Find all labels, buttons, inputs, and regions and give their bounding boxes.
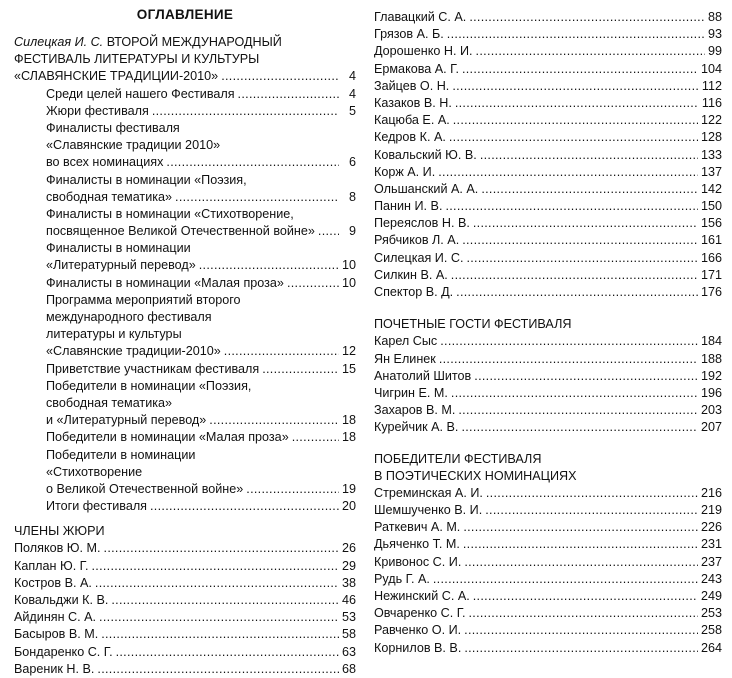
leader-dots: [318, 223, 339, 240]
page-number: 188: [700, 351, 722, 366]
toc-sub-item-line: Программа мероприятий второго: [46, 292, 241, 307]
leader-dots: [462, 232, 698, 249]
page-number: 9: [348, 224, 356, 239]
page-number: 38: [341, 575, 356, 590]
page-number: 20: [341, 499, 356, 514]
page-number: 4: [348, 86, 356, 101]
jury-continued-list: [374, 9, 722, 301]
leader-dots: [473, 215, 698, 232]
jury-entry-text: Рябчиков Л. А.: [374, 233, 460, 248]
jury-entry-text: Ковальджи К. В.: [14, 593, 109, 607]
toc-sub-item-line: Финалисты фестиваля: [46, 120, 180, 135]
toc-sub-item-entry[interactable]: [46, 103, 356, 120]
page-number: 18: [341, 430, 356, 445]
jury-entry[interactable]: [14, 540, 356, 557]
leader-dots: [152, 103, 339, 120]
leader-dots: [439, 351, 698, 368]
winner-entry-text: Рудь Г. А.: [374, 571, 430, 586]
jury-entry-text: Поляков Ю. М.: [14, 541, 101, 556]
toc-heading: ОГЛАВЛЕНИЕ: [136, 7, 234, 22]
left-column: [14, 0, 356, 678]
page-number: 171: [700, 267, 722, 282]
toc-sub-item-line: Финалисты в номинации: [46, 241, 191, 256]
toc-sub-item-entry[interactable]: [46, 257, 356, 274]
main-article-title-line: ВТОРОЙ МЕЖДУНАРОДНЫЙ: [106, 35, 282, 49]
jury-entry[interactable]: [14, 592, 356, 609]
leader-dots: [175, 189, 339, 206]
page-number: 88: [707, 10, 722, 24]
leader-dots: [469, 9, 705, 26]
page-number: 253: [700, 606, 722, 621]
leader-dots: [458, 402, 698, 419]
page-number: 142: [700, 181, 722, 196]
page-number: 12: [341, 344, 356, 359]
toc-sub-item-entry[interactable]: [46, 361, 356, 378]
toc-sub-item-line: литературы и культуры: [46, 327, 182, 342]
leader-dots: [116, 644, 339, 661]
leader-dots: [481, 181, 698, 198]
page-number: 19: [341, 481, 356, 496]
jury-entry-text: Ольшанский А. А.: [374, 181, 479, 196]
jury-entry[interactable]: [14, 575, 356, 592]
jury-entry[interactable]: [14, 558, 356, 575]
leader-dots: [474, 368, 698, 385]
toc-sub-item: [14, 206, 356, 240]
toc-sub-item-entry[interactable]: [46, 223, 356, 240]
winners-section-title: В ПОЭТИЧЕСКИХ НОМИНАЦИЯХ: [374, 468, 577, 483]
leader-dots: [466, 250, 698, 267]
leader-dots: [456, 284, 698, 301]
jury-entry-text: Кацюба Е. А.: [374, 113, 450, 128]
toc-sub-item-entry-text: во всех номинациях: [46, 155, 164, 170]
toc-sub-item-line: Победители в номинации «Поэзия,: [46, 378, 252, 393]
toc-sub-item: [14, 447, 356, 499]
winner-entry[interactable]: [374, 554, 722, 571]
jury-entry-text: Силкин В. А.: [374, 267, 448, 282]
leader-dots: [463, 536, 698, 553]
leader-dots: [150, 498, 339, 515]
page-number: 15: [341, 361, 356, 376]
page-number: 192: [700, 368, 722, 383]
page-number: 26: [341, 541, 356, 556]
leader-dots: [287, 275, 339, 292]
jury-entry[interactable]: [374, 112, 722, 129]
leader-dots: [97, 661, 339, 678]
guest-entry-text: Курейчик А. В.: [374, 420, 459, 435]
guest-entry-text: Ян Елинек: [374, 351, 436, 366]
jury-entry-text: Грязов А. Б.: [374, 27, 444, 42]
leader-dots: [464, 622, 698, 639]
jury-entry[interactable]: [374, 129, 722, 146]
toc-sub-item: [14, 103, 356, 120]
jury-entry-text: Ковальский Ю. В.: [374, 147, 477, 162]
page-number: 196: [700, 385, 722, 400]
toc-sub-item: [14, 275, 356, 292]
jury-entry-text: Костров В. А.: [14, 575, 92, 590]
jury-entry[interactable]: [374, 198, 722, 215]
leader-dots: [104, 540, 339, 557]
page-number: 176: [700, 285, 722, 299]
leader-dots: [166, 154, 339, 171]
jury-entry[interactable]: [374, 78, 722, 95]
jury-entry[interactable]: [374, 250, 722, 267]
page-number: 231: [700, 537, 722, 552]
jury-entry[interactable]: [14, 661, 356, 678]
page-number: 18: [341, 413, 356, 428]
page-number: 4: [348, 69, 356, 84]
toc-sub-item: [14, 361, 356, 378]
page-number: 29: [341, 558, 356, 573]
page-number: 137: [700, 164, 722, 179]
page-number: 116: [701, 95, 722, 110]
page-number: 93: [707, 27, 722, 42]
jury-entry[interactable]: [374, 284, 722, 301]
leader-dots: [246, 481, 339, 498]
winner-entry[interactable]: [374, 536, 722, 553]
guest-entry[interactable]: [374, 368, 722, 385]
toc-sub-item: [14, 240, 356, 274]
jury-entry-text: Силецкая И. С.: [374, 250, 464, 265]
jury-entry[interactable]: [374, 164, 722, 181]
toc-sub-item-line: международного фестиваля: [46, 310, 212, 324]
toc-sub-item-entry-text: посвященное Великой Отечественной войне»: [46, 224, 315, 239]
page-number: 249: [700, 589, 722, 603]
page-number: 207: [700, 420, 722, 435]
toc-sub-item-entry[interactable]: [46, 154, 356, 171]
main-article-author: Силецкая И. С.: [14, 35, 104, 49]
winner-entry[interactable]: [374, 502, 722, 519]
toc-sub-item-line: «Стихотворение: [46, 464, 143, 479]
winner-entry[interactable]: [374, 519, 722, 536]
winner-entry-text: Равченко О. И.: [374, 623, 462, 638]
page-number: 46: [341, 593, 356, 607]
winner-entry-text: Овчаренко С. Г.: [374, 606, 466, 621]
leader-dots: [464, 640, 698, 657]
jury-entry-text: Ермакова А. Г.: [374, 61, 459, 76]
toc-sub-item: [14, 86, 356, 103]
jury-entry-text: Главацкий С. А.: [374, 10, 467, 24]
leader-dots: [440, 333, 698, 350]
leader-dots: [476, 43, 705, 60]
leader-dots: [461, 419, 698, 436]
winner-entry[interactable]: [374, 640, 722, 657]
leader-dots: [433, 571, 698, 588]
jury-entry-text: Корж А. И.: [374, 164, 436, 179]
leader-dots: [199, 257, 339, 274]
toc-sub-item-entry[interactable]: [46, 412, 356, 429]
page-number: 219: [700, 503, 722, 518]
toc-sub-item-line: Финалисты в номинации «Поэзия,: [46, 172, 247, 187]
page-number: 184: [700, 334, 722, 349]
guest-entry[interactable]: [374, 351, 722, 368]
winner-entry-text: Кривонос С. И.: [374, 554, 462, 569]
guest-entry[interactable]: [374, 402, 722, 419]
jury-entry[interactable]: [374, 267, 722, 284]
jury-entry[interactable]: [374, 215, 722, 232]
leader-dots: [486, 485, 698, 502]
leader-dots: [480, 147, 698, 164]
jury-entry[interactable]: [14, 609, 356, 626]
leader-dots: [221, 68, 339, 85]
winner-entry[interactable]: [374, 622, 722, 639]
leader-dots: [449, 129, 698, 146]
winner-entry-text: Шемшученко В. И.: [374, 503, 483, 518]
toc-sub-item: [14, 172, 356, 206]
guest-entry[interactable]: [374, 385, 722, 402]
jury-entry-text: Айдинян С. А.: [14, 610, 97, 625]
jury-entry-text: Спектор В. Д.: [374, 285, 454, 299]
main-article-title-line: «СЛАВЯНСКИЕ ТРАДИЦИИ-2010»: [14, 69, 219, 84]
leader-dots: [101, 626, 339, 643]
page-number: 226: [700, 520, 722, 535]
jury-entry[interactable]: [14, 626, 356, 643]
winners-list: [374, 485, 722, 657]
toc-sub-item-entry[interactable]: [46, 481, 356, 498]
page-number: 8: [348, 189, 356, 204]
page-number: 68: [341, 661, 356, 676]
jury-entry-text: Вареник Н. В.: [14, 661, 95, 676]
winner-entry[interactable]: [374, 485, 722, 502]
leader-dots: [445, 198, 698, 215]
page-number: 99: [707, 44, 722, 59]
winner-entry-text: Корнилов В. В.: [374, 640, 462, 655]
jury-entry-text: Басыров В. М.: [14, 627, 99, 642]
leader-dots: [451, 267, 698, 284]
leader-dots: [468, 605, 698, 622]
winner-entry-text: Стреминская А. И.: [374, 485, 483, 500]
jury-entry[interactable]: [374, 181, 722, 198]
winner-entry[interactable]: [374, 571, 722, 588]
jury-entry-text: Каплан Ю. Г.: [14, 558, 89, 573]
winner-entry-text: Раткевич А. М.: [374, 520, 461, 535]
toc-sub-item-entry-text: Победители в номинации «Малая проза»: [46, 430, 289, 445]
winner-entry-text: Нежинский С. А.: [374, 589, 470, 603]
page-number: 112: [701, 78, 722, 93]
leader-dots: [438, 164, 698, 181]
main-article-line: [14, 34, 356, 51]
leader-dots: [224, 343, 339, 360]
toc-sub-item-entry-text: и «Литературный перевод»: [46, 413, 207, 428]
guest-entry[interactable]: [374, 419, 722, 436]
jury-entry[interactable]: [374, 26, 722, 43]
toc-sub-item-line: свободная тематика»: [46, 395, 173, 410]
toc-sub-item-entry[interactable]: [46, 275, 356, 292]
page-number: 10: [341, 258, 356, 273]
toc-sub-item-entry-text: Приветствие участникам фестиваля: [46, 361, 260, 376]
winner-entry-text: Дьяченко Т. М.: [374, 537, 460, 552]
page-number: 156: [700, 216, 722, 231]
page-number: 122: [700, 113, 722, 128]
guest-entry[interactable]: [374, 333, 722, 350]
jury-entry[interactable]: [374, 95, 722, 112]
sub-items-list: [14, 86, 356, 516]
toc-sub-item-entry[interactable]: [46, 498, 356, 515]
leader-dots: [209, 412, 339, 429]
leader-dots: [99, 609, 339, 626]
leader-dots: [95, 575, 339, 592]
jury-entry[interactable]: [374, 9, 722, 26]
page-number: 58: [341, 627, 356, 642]
main-article-title-line: ФЕСТИВАЛЬ ЛИТЕРАТУРЫ И КУЛЬТУРЫ: [14, 52, 260, 67]
guests-section-title: ПОЧЕТНЫЕ ГОСТИ ФЕСТИВАЛЯ: [374, 317, 572, 332]
toc-sub-item: [14, 292, 356, 361]
page-number: 63: [341, 644, 356, 659]
page-number: 133: [700, 147, 722, 162]
guest-entry-text: Чигрин Е. М.: [374, 385, 448, 400]
page-number: 104: [700, 61, 722, 76]
jury-entry-text: Бондаренко С. Г.: [14, 644, 113, 659]
toc-sub-item: [14, 120, 356, 172]
leader-dots: [238, 86, 339, 103]
leader-dots: [91, 558, 339, 575]
page-number: 243: [700, 571, 722, 586]
toc-sub-item-entry[interactable]: [46, 343, 356, 360]
page-number: 161: [700, 233, 722, 248]
jury-entry[interactable]: [374, 61, 722, 78]
jury-entry-text: Панин И. В.: [374, 199, 443, 214]
jury-list: [14, 540, 356, 678]
leader-dots: [452, 78, 699, 95]
main-article-entry[interactable]: [14, 68, 356, 85]
jury-entry-text: Зайцев О. Н.: [374, 78, 450, 93]
page-number: 128: [700, 130, 722, 145]
page-number: 216: [700, 485, 722, 500]
page-number: 166: [700, 250, 722, 265]
page-number: 53: [341, 610, 356, 625]
leader-dots: [292, 429, 339, 446]
jury-entry[interactable]: [374, 43, 722, 60]
toc-sub-item-entry-text: о Великой Отечественной войне»: [46, 481, 244, 496]
toc-sub-item: [14, 378, 356, 430]
toc-sub-item-entry-text: «Литературный перевод»: [46, 258, 196, 273]
toc-sub-item-entry[interactable]: [46, 429, 356, 446]
guest-entry-text: Анатолий Шитов: [374, 368, 472, 383]
leader-dots: [111, 592, 339, 609]
toc-sub-item-entry[interactable]: [46, 189, 356, 206]
toc-sub-item-entry-text: Финалисты в номинации «Малая проза»: [46, 275, 284, 290]
page-number: 237: [700, 554, 722, 569]
guests-list: [374, 333, 722, 436]
page-number: 10: [341, 275, 356, 290]
toc-sub-item-line: Финалисты в номинации «Стихотворение,: [46, 206, 294, 221]
toc-sub-item: [14, 429, 356, 446]
leader-dots: [464, 554, 698, 571]
toc-sub-item: [14, 498, 356, 515]
toc-sub-item-line: «Славянские традиции 2010»: [46, 138, 221, 153]
page-number: 258: [700, 623, 722, 638]
right-column: [374, 0, 722, 657]
jury-section-title: ЧЛЕНЫ ЖЮРИ: [14, 524, 105, 539]
winners-section-title: ПОБЕДИТЕЛИ ФЕСТИВАЛЯ: [374, 451, 542, 466]
toc-sub-item-entry[interactable]: [46, 86, 356, 103]
winner-entry[interactable]: [374, 605, 722, 622]
leader-dots: [485, 502, 698, 519]
toc-sub-item-entry-text: «Славянские традиции-2010»: [46, 344, 221, 359]
leader-dots: [262, 361, 339, 378]
toc-sub-item-entry-text: Среди целей нашего Фестиваля: [46, 86, 235, 101]
main-article: [14, 34, 356, 86]
jury-entry-text: Переяслов Н. В.: [374, 216, 470, 231]
jury-entry[interactable]: [374, 147, 722, 164]
leader-dots: [463, 519, 698, 536]
leader-dots: [447, 26, 705, 43]
page-number: 6: [348, 155, 356, 170]
toc-sub-item-entry-text: Итоги фестиваля: [46, 499, 147, 514]
guest-entry-text: Захаров В. М.: [374, 403, 456, 418]
jury-entry-text: Дорошенко Н. И.: [374, 44, 473, 59]
jury-entry-text: Казаков В. Н.: [374, 95, 452, 110]
winner-entry[interactable]: [374, 588, 722, 605]
toc-sub-item-entry-text: Жюри фестиваля: [46, 103, 149, 118]
guest-entry-text: Карел Сыс: [374, 334, 438, 349]
leader-dots: [462, 61, 698, 78]
page-number: 264: [700, 640, 722, 655]
toc-sub-item-line: Победители в номинации: [46, 447, 196, 462]
page-number: 203: [700, 403, 722, 418]
page-number: 5: [348, 103, 356, 118]
page-number: 150: [700, 199, 722, 214]
leader-dots: [455, 95, 699, 112]
jury-entry[interactable]: [374, 232, 722, 249]
leader-dots: [473, 588, 698, 605]
leader-dots: [451, 385, 698, 402]
jury-entry[interactable]: [14, 644, 356, 661]
jury-entry-text: Кедров К. А.: [374, 130, 446, 145]
leader-dots: [453, 112, 698, 129]
toc-sub-item-entry-text: свободная тематика»: [46, 189, 173, 204]
